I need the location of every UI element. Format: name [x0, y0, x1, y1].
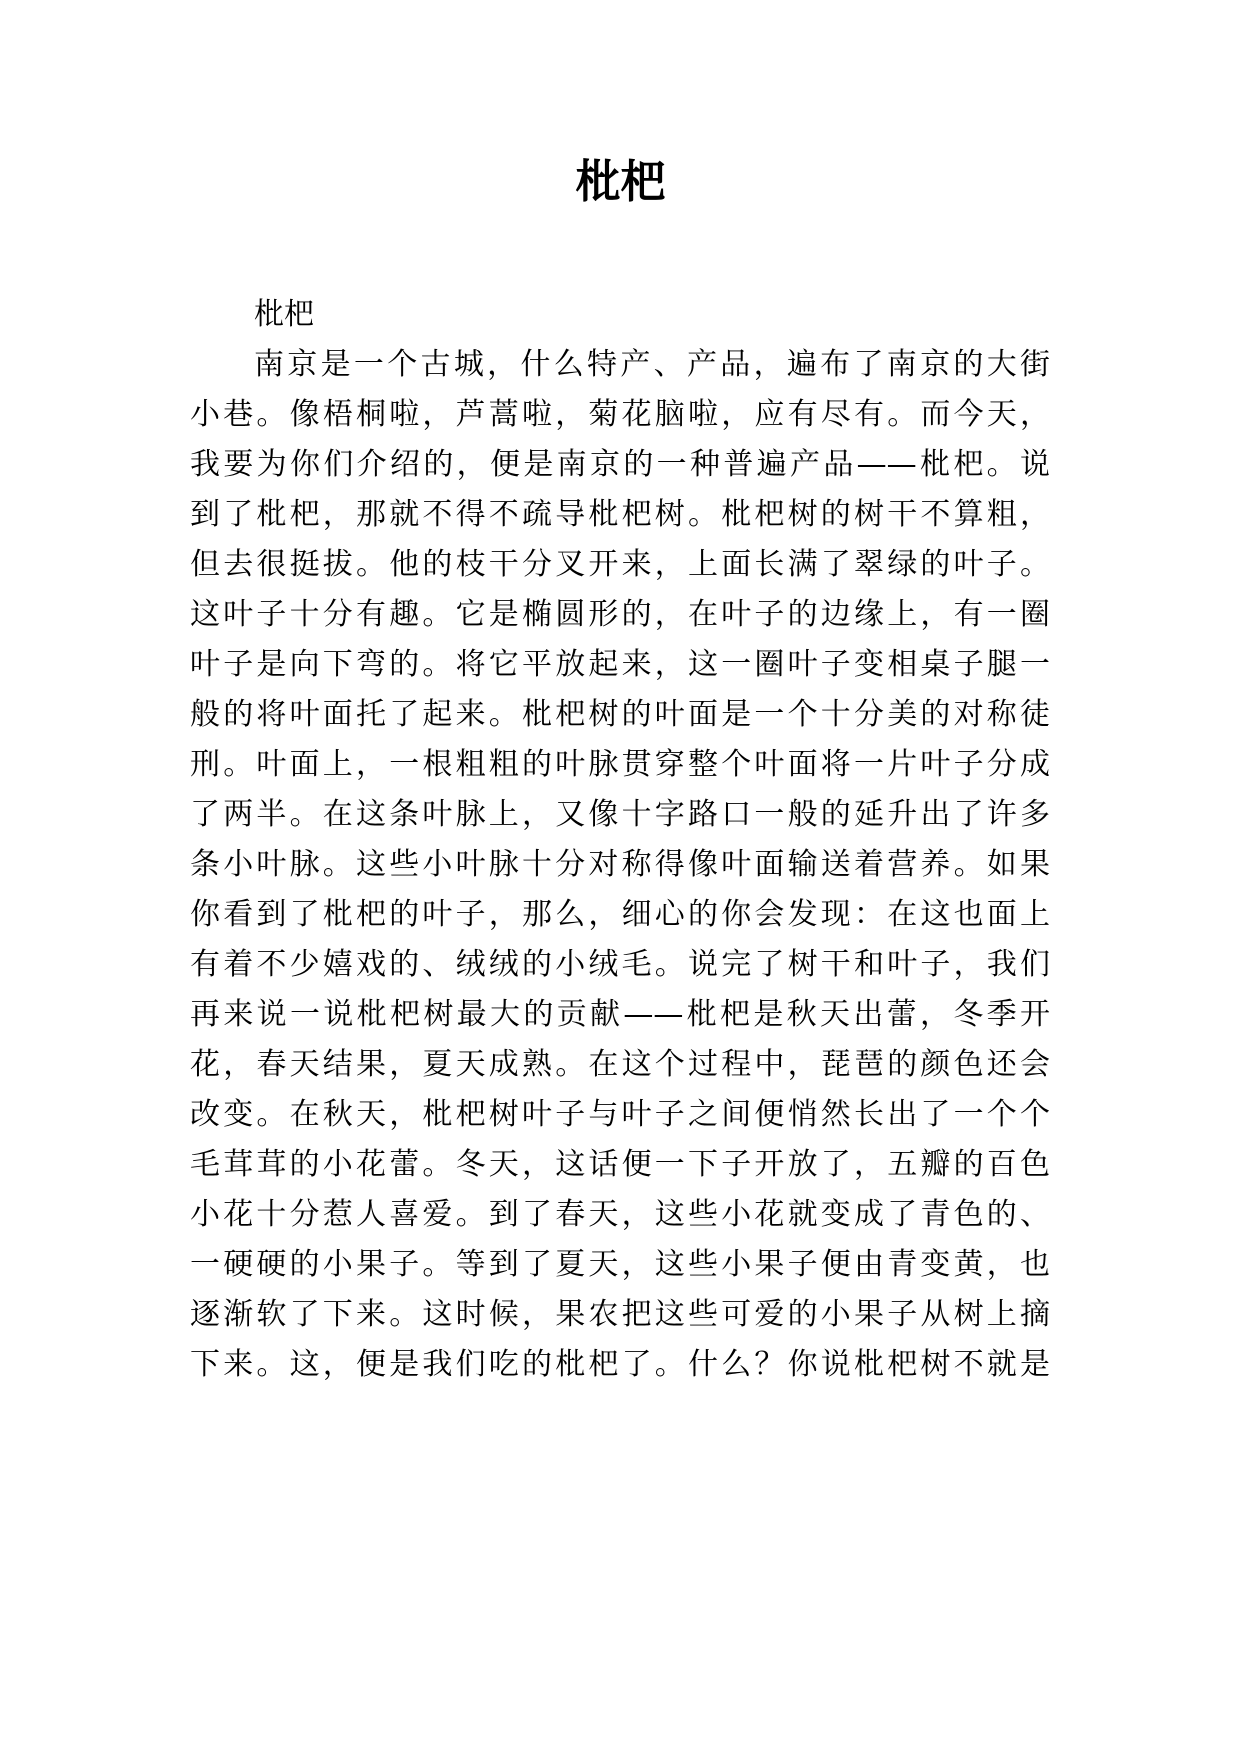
document-title: 枇杷 — [575, 155, 666, 208]
body-line: 下来。这，便是我们吃的枇杷了。什么？你说枇杷树不就是 — [190, 1347, 1050, 1382]
body-line: 刑。叶面上，一根粗粗的叶脉贯穿整个叶面将一片叶子分成 — [190, 747, 1050, 782]
body-line: 有着不少嬉戏的、绒绒的小绒毛。说完了树干和叶子，我们 — [190, 947, 1050, 982]
body-line: 叶子是向下弯的。将它平放起来，这一圈叶子变相桌子腿一 — [190, 647, 1050, 682]
body-line: 小巷。像梧桐啦，芦蒿啦，菊花脑啦，应有尽有。而今天， — [190, 397, 1050, 432]
body-line: 再来说一说枇杷树最大的贡献——枇杷是秋天出蕾，冬季开 — [190, 997, 1050, 1032]
body-line: 逐渐软了下来。这时候，果农把这些可爱的小果子从树上摘 — [190, 1297, 1050, 1332]
body-line: 南京是一个古城，什么特产、产品，遍布了南京的大街 — [254, 347, 1050, 382]
body-line: 到了枇杷，那就不得不疏导枇杷树。枇杷树的树干不算粗， — [190, 497, 1050, 532]
body-line: 般的将叶面托了起来。枇杷树的叶面是一个十分美的对称徒 — [190, 697, 1050, 732]
body-line: 你看到了枇杷的叶子，那么，细心的你会发现：在这也面上 — [190, 897, 1050, 932]
body-line: 一硬硬的小果子。等到了夏天，这些小果子便由青变黄，也 — [190, 1247, 1050, 1282]
body-line: 我要为你们介绍的，便是南京的一种普遍产品——枇杷。说 — [190, 447, 1050, 482]
body-line: 条小叶脉。这些小叶脉十分对称得像叶面输送着营养。如果 — [190, 847, 1050, 882]
body-line: 花，春天结果，夏天成熟。在这个过程中，琵琶的颜色还会 — [190, 1047, 1050, 1082]
body-line: 但去很挺拔。他的枝干分叉开来，上面长满了翠绿的叶子。 — [190, 547, 1050, 582]
body-line-subtitle: 枇杷 — [254, 297, 314, 332]
body-line: 小花十分惹人喜爱。到了春天，这些小花就变成了青色的、 — [190, 1197, 1050, 1232]
body-line: 改变。在秋天，枇杷树叶子与叶子之间便悄然长出了一个个 — [190, 1097, 1050, 1132]
body-line: 这叶子十分有趣。它是椭圆形的，在叶子的边缘上，有一圈 — [190, 597, 1050, 632]
body-line: 毛茸茸的小花蕾。冬天，这话便一下子开放了，五瓣的百色 — [190, 1147, 1050, 1182]
body-line: 了两半。在这条叶脉上，又像十字路口一般的延升出了许多 — [190, 797, 1050, 832]
